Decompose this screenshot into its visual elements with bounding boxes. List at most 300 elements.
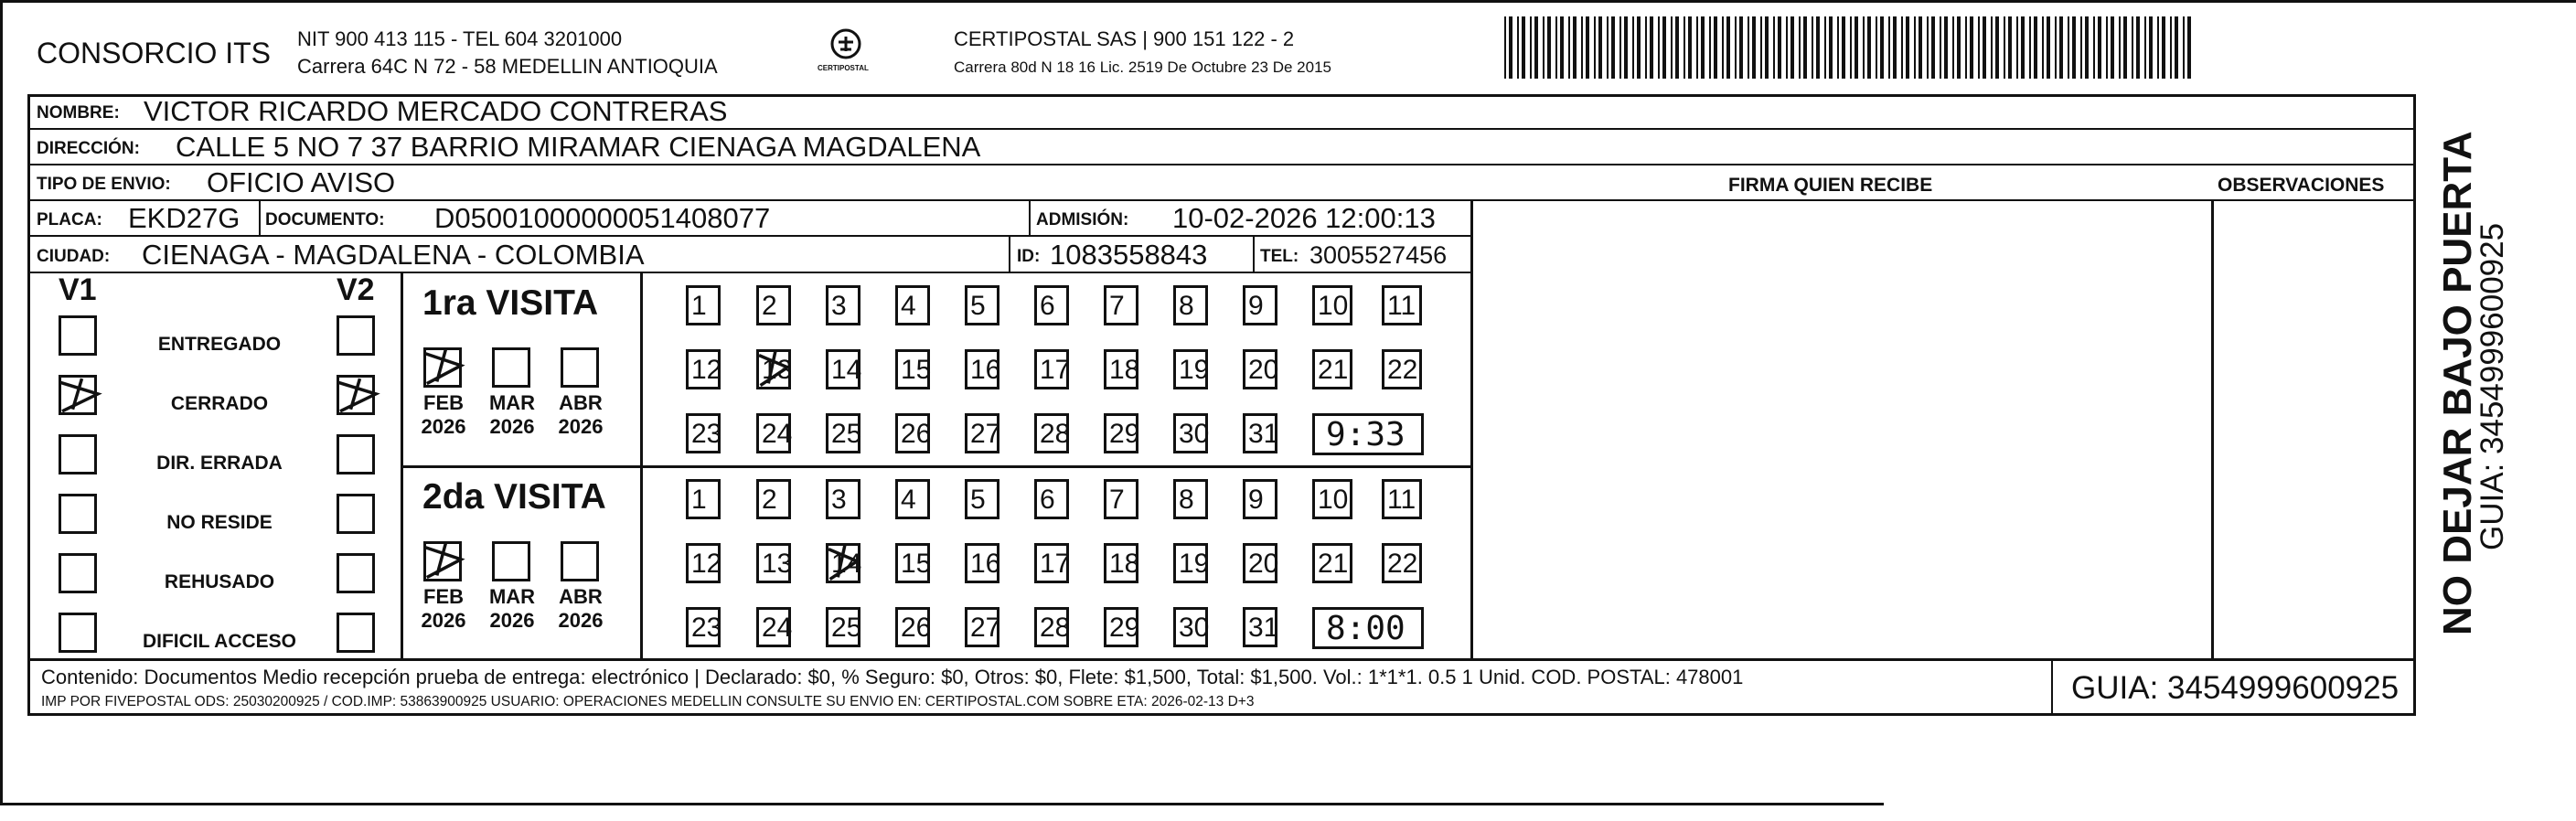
barcode-bar <box>1991 16 1993 79</box>
day-box[interactable] <box>686 543 721 583</box>
company-nit: NIT 900 413 115 - TEL 604 3201000 <box>297 27 623 50</box>
barcode-bar <box>1581 16 1583 79</box>
row-line-4 <box>27 235 1472 237</box>
month-checkbox[interactable] <box>492 541 530 581</box>
status-label: DIFICIL ACCESO <box>142 631 296 652</box>
day-box[interactable] <box>1034 285 1069 325</box>
day-number: 16 <box>970 549 1001 579</box>
day-box[interactable] <box>1312 349 1352 389</box>
barcode-bar <box>1863 16 1865 79</box>
id-value: 1083558843 <box>1050 239 1208 271</box>
day-box[interactable] <box>756 479 791 519</box>
barcode-bar <box>1547 16 1551 79</box>
barcode-bar <box>1778 16 1781 79</box>
barcode-bar <box>2068 16 2069 79</box>
day-number: 13 <box>762 355 793 385</box>
day-box[interactable] <box>1034 349 1069 389</box>
barcode-bar <box>2016 16 2018 79</box>
barcode-bar <box>1812 16 1813 79</box>
day-box[interactable] <box>686 349 721 389</box>
city-label: CIUDAD: <box>37 247 111 266</box>
day-box[interactable] <box>1173 285 1208 325</box>
day-box[interactable] <box>1382 349 1422 389</box>
row-line-3 <box>27 199 2416 201</box>
year-label: 2026 <box>421 415 466 438</box>
imp-line: IMP POR FIVEPOSTAL ODS: 25030200925 / COD.IMP: 53863900925 USUARIO: OPERACIONES MEDELLIN CONSULTE SU ENVIO EN: CERTIPOSTAL.COM SOBRE ETA: 2026-02-13 D+3 <box>41 694 1255 709</box>
visit-title: 2da VISITA <box>422 477 606 517</box>
day-box[interactable] <box>686 607 721 647</box>
barcode-bar <box>1824 16 1826 79</box>
year-label: 2026 <box>489 609 535 632</box>
barcode-bar <box>1560 16 1564 79</box>
barcode-bar <box>2170 16 2172 79</box>
day-number: 2 <box>762 291 777 321</box>
day-number: 15 <box>901 549 932 579</box>
barcode-bar <box>1752 16 1756 79</box>
col-line-plate <box>259 199 261 236</box>
day-box[interactable] <box>826 349 860 389</box>
day-box[interactable] <box>895 479 930 519</box>
row-line-footer <box>27 658 2416 661</box>
day-number: 4 <box>901 485 916 515</box>
day-box[interactable] <box>1243 413 1277 453</box>
month-checkbox[interactable] <box>561 541 599 581</box>
row-line-5 <box>27 272 1472 273</box>
document-label: DOCUMENTO: <box>265 210 385 229</box>
day-box[interactable] <box>756 543 791 583</box>
barcode-bar <box>2157 16 2159 79</box>
visit-divider <box>401 465 1472 468</box>
v1-checkbox[interactable] <box>59 434 97 474</box>
day-box[interactable] <box>1173 607 1208 647</box>
day-box[interactable] <box>1382 285 1422 325</box>
day-number: 22 <box>1387 549 1418 579</box>
day-number: 13 <box>762 549 793 579</box>
barcode-bar <box>1598 16 1602 79</box>
year-label: 2026 <box>489 415 535 438</box>
form-bottom-border <box>27 713 2416 716</box>
day-box[interactable] <box>1104 285 1138 325</box>
day-number: 12 <box>691 549 722 579</box>
day-number: 23 <box>691 419 722 449</box>
row-line-2 <box>27 164 2416 165</box>
month-checkbox[interactable] <box>423 541 462 581</box>
month-checkbox[interactable] <box>423 347 462 388</box>
barcode-bar <box>1509 16 1512 79</box>
barcode-bar <box>1901 16 1903 79</box>
barcode-bar <box>1722 16 1724 79</box>
day-box[interactable] <box>1243 543 1277 583</box>
day-number: 26 <box>901 419 932 449</box>
day-box[interactable] <box>756 607 791 647</box>
barcode-bar <box>1931 16 1935 79</box>
day-box[interactable] <box>965 349 999 389</box>
plate-label: PLACA: <box>37 210 102 229</box>
v2-checkbox[interactable] <box>337 315 375 356</box>
barcode-bar <box>2059 16 2063 79</box>
day-box[interactable] <box>1104 543 1138 583</box>
admission-value: 10-02-2026 12:00:13 <box>1172 202 1436 234</box>
day-box[interactable] <box>895 413 930 453</box>
day-box[interactable] <box>1173 413 1208 453</box>
col-line-sig-left <box>1470 199 1473 660</box>
footer-guia: GUIA: 3454999600925 <box>2071 670 2400 706</box>
day-box[interactable] <box>1173 543 1208 583</box>
barcode-bar <box>1829 16 1833 79</box>
barcode-bar <box>1842 16 1845 79</box>
courier-name: CERTIPOSTAL SAS | 900 151 122 - 2 <box>954 27 1295 50</box>
barcode-bar <box>2021 16 2025 79</box>
barcode-bar <box>2047 16 2050 79</box>
barcode-bar <box>1888 16 1890 79</box>
barcode-bar <box>1914 16 1916 79</box>
day-number: 21 <box>1318 549 1349 579</box>
barcode-bar <box>1632 16 1634 79</box>
day-number: 26 <box>901 613 932 643</box>
id-label: ID: <box>1017 247 1041 266</box>
form-left-border <box>27 94 30 716</box>
day-number: 10 <box>1318 291 1349 321</box>
day-number: 2 <box>762 485 777 515</box>
day-box[interactable] <box>756 413 791 453</box>
shipment-type: OFICIO AVISO <box>207 166 396 198</box>
status-label: REHUSADO <box>164 571 275 592</box>
visit-title: 1ra VISITA <box>422 283 599 323</box>
day-number: 5 <box>970 291 986 321</box>
courier-address: Carrera 80d N 18 16 Lic. 2519 De Octubre 23 De 2015 <box>954 59 1331 76</box>
handwritten-time: 8:00 <box>1326 610 1406 647</box>
barcode-bar <box>1944 16 1948 79</box>
day-box[interactable] <box>965 543 999 583</box>
barcode-bar <box>1726 16 1730 79</box>
time-box[interactable] <box>1312 413 1424 455</box>
day-number: 25 <box>831 613 862 643</box>
v1-checkbox[interactable] <box>59 375 97 415</box>
day-box[interactable] <box>686 285 721 325</box>
time-box[interactable] <box>1312 607 1424 649</box>
barcode-bar <box>1555 16 1557 79</box>
barcode-bar <box>2080 16 2082 79</box>
v1-checkbox[interactable] <box>59 494 97 534</box>
barcode-bar <box>1965 16 1967 79</box>
month-label: MAR <box>488 585 536 608</box>
month-label: MAR <box>488 391 536 414</box>
barcode-bar <box>1995 16 1999 79</box>
tel-value: 3005527456 <box>1309 241 1448 269</box>
day-number: 7 <box>1109 485 1125 515</box>
barcode-bar <box>1906 16 1909 79</box>
day-number: 19 <box>1179 355 1210 385</box>
day-number: 15 <box>901 355 932 385</box>
barcode-bar <box>1611 16 1615 79</box>
barcode-bar <box>2029 16 2031 79</box>
side-guia: GUIA: 3454999600925 <box>2474 222 2510 550</box>
day-box[interactable] <box>965 413 999 453</box>
day-number: 21 <box>1318 355 1349 385</box>
col-line-tel <box>1253 235 1255 272</box>
barcode-bar <box>1867 16 1871 79</box>
day-number: 12 <box>691 355 722 385</box>
barcode-bar <box>2132 16 2133 79</box>
barcode-bar <box>1748 16 1749 79</box>
v1-checkbox[interactable] <box>59 553 97 593</box>
barcode-bar <box>1709 16 1711 79</box>
barcode-bar <box>2183 16 2185 79</box>
tel-label: TEL: <box>1260 247 1299 266</box>
barcode-bar <box>2187 16 2191 79</box>
day-number: 27 <box>970 613 1001 643</box>
month-checkbox[interactable] <box>561 347 599 388</box>
document-value: D05001000000051408077 <box>434 202 771 234</box>
day-box[interactable] <box>686 413 721 453</box>
recipient-name: VICTOR RICARDO MERCADO CONTRERAS <box>144 95 728 127</box>
barcode-bar <box>2175 16 2178 79</box>
barcode-bar <box>1607 16 1609 79</box>
day-box[interactable] <box>1173 349 1208 389</box>
barcode-bar <box>1534 16 1538 79</box>
day-number: 9 <box>1248 485 1264 515</box>
day-number: 11 <box>1387 485 1416 515</box>
certipostal-logo-text: CERTIPOSTAL <box>818 64 869 72</box>
day-box[interactable] <box>1034 413 1069 453</box>
barcode-bar <box>1658 16 1660 79</box>
barcode-bar <box>1568 16 1570 79</box>
barcode-bar <box>1760 16 1762 79</box>
day-box[interactable] <box>1243 285 1277 325</box>
barcode-bar <box>2034 16 2037 79</box>
month-label: FEB <box>423 391 464 414</box>
day-number: 25 <box>831 419 862 449</box>
barcode-bar <box>1735 16 1737 79</box>
status-label: NO RESIDE <box>166 512 273 533</box>
observations-header: OBSERVACIONES <box>2218 175 2385 196</box>
day-number: 6 <box>1040 485 1055 515</box>
day-box[interactable] <box>1034 479 1069 519</box>
barcode-bar <box>2123 16 2127 79</box>
month-label: ABR <box>559 391 603 414</box>
barcode-bar <box>1786 16 1788 79</box>
barcode-bar <box>1662 16 1666 79</box>
barcode-bar <box>2136 16 2140 79</box>
barcode-bar <box>1517 16 1519 79</box>
barcode-bar <box>2111 16 2114 79</box>
day-number: 24 <box>762 419 793 449</box>
day-box[interactable] <box>756 285 791 325</box>
day-number: 23 <box>691 613 722 643</box>
day-number: 4 <box>901 291 916 321</box>
address-label: DIRECCIÓN: <box>37 139 140 158</box>
day-box[interactable] <box>686 479 721 519</box>
scan-edge-bottom <box>0 803 1884 805</box>
day-box[interactable] <box>826 543 860 583</box>
barcode-bar <box>2072 16 2076 79</box>
barcode-bar <box>1637 16 1641 79</box>
day-box[interactable] <box>1243 479 1277 519</box>
day-box[interactable] <box>895 607 930 647</box>
barcode-bar <box>1803 16 1807 79</box>
v2-checkbox[interactable] <box>337 553 375 593</box>
day-number: 1 <box>691 485 707 515</box>
day-box[interactable] <box>965 285 999 325</box>
barcode-bar <box>1671 16 1673 79</box>
barcode-bar <box>1714 16 1717 79</box>
col-line-obs-left <box>2211 199 2214 660</box>
month-label: ABR <box>559 585 603 608</box>
barcode-bar <box>2055 16 2057 79</box>
barcode-bar <box>1927 16 1929 79</box>
footer-guia-divider <box>2051 658 2053 715</box>
barcode-bar <box>1594 16 1596 79</box>
day-number: 5 <box>970 485 986 515</box>
v1-checkbox[interactable] <box>59 315 97 356</box>
day-number: 3 <box>831 485 847 515</box>
barcode-bar <box>1850 16 1852 79</box>
day-box[interactable] <box>1104 349 1138 389</box>
status-label: DIR. ERRADA <box>156 453 283 474</box>
handwritten-time: 9:33 <box>1326 416 1406 453</box>
day-box[interactable] <box>895 285 930 325</box>
barcode-bar <box>1650 16 1653 79</box>
v1-label: V1 <box>59 272 97 307</box>
day-number: 11 <box>1387 291 1416 321</box>
scan-edge-left <box>0 0 3 805</box>
day-number: 18 <box>1109 355 1140 385</box>
day-box[interactable] <box>826 413 860 453</box>
month-label: FEB <box>423 585 464 608</box>
day-number: 20 <box>1248 549 1279 579</box>
form-right-border <box>2413 94 2416 716</box>
day-box[interactable] <box>1312 285 1352 325</box>
day-box[interactable] <box>1034 543 1069 583</box>
day-number: 17 <box>1040 355 1071 385</box>
day-box[interactable] <box>1104 479 1138 519</box>
day-box[interactable] <box>1312 479 1352 519</box>
day-number: 30 <box>1179 419 1210 449</box>
day-number: 20 <box>1248 355 1279 385</box>
day-box[interactable] <box>1173 479 1208 519</box>
v2-checkbox[interactable] <box>337 375 375 415</box>
day-box[interactable] <box>965 607 999 647</box>
status-label: CERRADO <box>170 393 269 414</box>
col-line-admission <box>1029 199 1031 236</box>
type-label: TIPO DE ENVIO: <box>37 175 171 194</box>
barcode-bar <box>1530 16 1532 79</box>
v1-checkbox[interactable] <box>59 613 97 653</box>
day-box[interactable] <box>826 607 860 647</box>
day-number: 24 <box>762 613 793 643</box>
barcode-bar <box>1701 16 1705 79</box>
day-number: 10 <box>1318 485 1349 515</box>
day-number: 19 <box>1179 549 1210 579</box>
barcode-bar <box>1504 16 1506 79</box>
barcode-bar <box>1675 16 1679 79</box>
city-value: CIENAGA - MAGDALENA - COLOMBIA <box>142 239 645 271</box>
day-box[interactable] <box>895 349 930 389</box>
day-box[interactable] <box>826 285 860 325</box>
v2-checkbox[interactable] <box>337 494 375 534</box>
barcode-bar <box>1952 16 1954 79</box>
day-box[interactable] <box>895 543 930 583</box>
v2-checkbox[interactable] <box>337 613 375 653</box>
barcode <box>1504 16 2192 79</box>
day-number: 22 <box>1387 355 1418 385</box>
barcode-bar <box>2008 16 2012 79</box>
barcode-bar <box>1983 16 1986 79</box>
day-box[interactable] <box>1104 607 1138 647</box>
certipostal-logo <box>814 26 878 80</box>
day-number: 14 <box>831 549 862 579</box>
day-box[interactable] <box>756 349 791 389</box>
barcode-bar <box>2106 16 2108 79</box>
barcode-bar <box>1522 16 1525 79</box>
signature-header: FIRMA QUIEN RECIBE <box>1728 175 1933 196</box>
barcode-bar <box>1624 16 1628 79</box>
day-number: 29 <box>1109 419 1140 449</box>
barcode-bar <box>2093 16 2095 79</box>
barcode-bar <box>2144 16 2146 79</box>
barcode-bar <box>1957 16 1961 79</box>
day-box[interactable] <box>826 479 860 519</box>
barcode-bar <box>1876 16 1877 79</box>
day-number: 16 <box>970 355 1001 385</box>
day-box[interactable] <box>1312 543 1352 583</box>
barcode-bar <box>1688 16 1692 79</box>
barcode-bar <box>1586 16 1589 79</box>
barcode-bar <box>1543 16 1545 79</box>
barcode-bar <box>1970 16 1973 79</box>
year-label: 2026 <box>558 609 604 632</box>
barcode-bar <box>1919 16 1922 79</box>
day-box[interactable] <box>1243 349 1277 389</box>
content-line: Contenido: Documentos Medio recepción prueba de entrega: electrónico | Declarado: $0, % Seguro: $0, Otros: $0, Flete: $1,500, Total: $1,500. Vol.: 1*1*1. 0.5 1 Unid. COD. POSTAL: 478001 <box>41 666 1744 688</box>
col-line-id <box>1009 235 1010 272</box>
company-address: Carrera 64C N 72 - 58 MEDELLIN ANTIOQUIA <box>297 55 718 78</box>
recipient-address: CALLE 5 NO 7 37 BARRIO MIRAMAR CIENAGA MAGDALENA <box>176 131 981 163</box>
day-box[interactable] <box>1382 543 1422 583</box>
day-number: 31 <box>1248 419 1279 449</box>
day-box[interactable] <box>965 479 999 519</box>
barcode-bar <box>1765 16 1769 79</box>
barcode-bar <box>2042 16 2044 79</box>
barcode-bar <box>2149 16 2153 79</box>
v2-checkbox[interactable] <box>337 434 375 474</box>
day-number: 7 <box>1109 291 1125 321</box>
year-label: 2026 <box>558 415 604 438</box>
scan-edge-top <box>0 0 2576 3</box>
day-number: 14 <box>831 355 862 385</box>
month-checkbox[interactable] <box>492 347 530 388</box>
name-label: NOMBRE: <box>37 103 120 123</box>
day-number: 9 <box>1248 291 1264 321</box>
barcode-bar <box>1893 16 1897 79</box>
status-label: ENTREGADO <box>157 334 282 355</box>
barcode-bar <box>1773 16 1775 79</box>
day-box[interactable] <box>1104 413 1138 453</box>
day-box[interactable] <box>1034 607 1069 647</box>
company-name: CONSORCIO ITS <box>37 37 272 69</box>
day-number: 6 <box>1040 291 1055 321</box>
barcode-bar <box>2098 16 2101 79</box>
barcode-bar <box>1880 16 1884 79</box>
day-box[interactable] <box>1382 479 1422 519</box>
day-number: 31 <box>1248 613 1279 643</box>
side-warning: NO DEJAR BAJO PUERTA <box>2435 131 2480 635</box>
barcode-bar <box>1837 16 1839 79</box>
barcode-bar <box>1816 16 1820 79</box>
day-number: 17 <box>1040 549 1071 579</box>
day-box[interactable] <box>1243 607 1277 647</box>
day-number: 28 <box>1040 613 1071 643</box>
